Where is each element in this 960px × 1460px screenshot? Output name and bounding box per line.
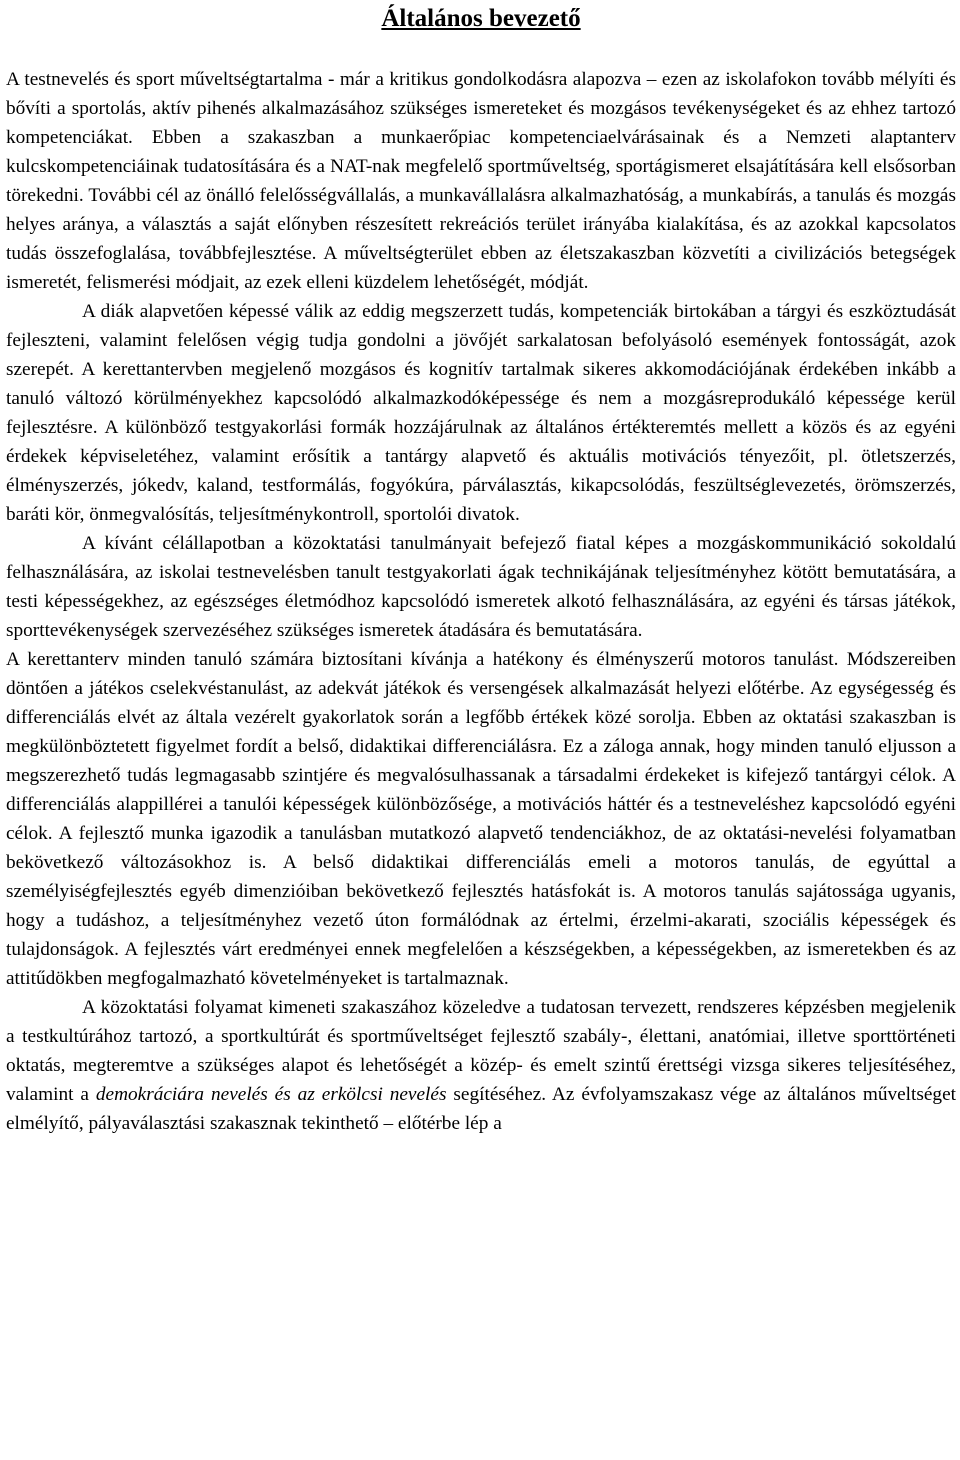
paragraph-text: A kerettanterv minden tanuló számára biztosítani kívánja a hatékony és élményszerű motoros tanulást. Módszereiben döntően a játékos cselekvéstanulást, az adekvát játékok és versengések alkalmazását helyezi előtérbe. Az egységesség és differenciálás elvét az általa vezérelt gyakorlatok során a legfőbb értékek közé sorolja. Ebben az oktatási szakaszban is megkülönböztetett figyelmet fordít a belső, didaktikai differenciálásra. Ez a záloga annak, hogy minden tanuló eljusson a megszerezhető tudás legmagasabb szintjére és megvalósulhassanak a társadalmi érdekeket is kifejező tantárgyi célok. A differenciálás alappillérei a tanulói képességek különbözősége, a motivációs háttér és a testneveléshez kapcsolódó egyéni célok. A fejlesztő munka igazodik a tanulásban mutatkozó alapvető tendenciákhoz, de az oktatási-nevelési folyamatban bekövetkező változásokhoz is. A belső didaktikai differenciálás emeli a motoros tanulás, de egyúttal a személyiségfejlesztés egyéb dimenzióiban bekövetkező fejlesztés hatásfokát is. A motoros tanulás sajátossága ugyanis, hogy a tudáshoz, a teljesítményhez vezető úton formálódnak az értelmi, érzelmi-akarati, szociális képességek és tulajdonságok. A fejlesztés várt eredményei ennek megfelelően a készségekben, a képességekben, az ismeretekben és az attitűdökben megfogalmazható követelményeket is tartalmaznak. (6, 649, 956, 989)
paragraph-text: A diák alapvetően képessé válik az eddig megszerzett tudás, kompetenciák birtokában a tárgyi és eszköztudását fejleszteni, valamint felelősen végig tudja gondolni a jövőjét sarkalatosan befolyásoló események fontosságát, azok szerepét. A kerettantervben megjelenő mozgásos és kognitív tartalmak sikeres akkomodációjának érdekében inkább a tanuló változó körülményekhez kapcsolódó alkalmazkodóképessége és nem a mozgásreprodukáló képessége kerül fejlesztésre. A különböző testgyakorlási formák hozzájárulnak az általános értékteremtés mellett a közös és az egyéni érdekek képviseletéhez, valamint erősítik a tantárgy alapvető és aktuális motivációs tényezőit, pl. ötletszerzés, élményszerzés, jókedv, kaland, testformálás, fogyókúra, párválasztás, kikapcsolódás, feszültséglevezetés, örömszerzés, baráti kör, önmegvalósítás, teljesítménykontroll, sportolói divatok. (6, 301, 956, 525)
paragraph (6, 529, 956, 645)
document-title: Általános bevezető (381, 5, 581, 32)
paragraph (6, 993, 956, 1138)
document-page (6, 0, 956, 1138)
paragraph (6, 65, 956, 297)
italic-text: demokráciára nevelés és az erkölcsi nevelés (95, 1084, 447, 1105)
paragraph (6, 297, 956, 529)
paragraph-text: A testnevelés és sport műveltségtartalma - már a kritikus gondolkodásra alapozva – ezen az iskolafokon tovább mélyíti és bővíti a sportolás, aktív pihenés alkalmazásához szükséges ismereteket és mozgásos tevékenységeket és az ehhez tartozó kompetenciákat. Ebben a szakaszban a munkaerőpiac kompetenciaelvárásainak és a Nemzeti alaptanterv kulcskompetenciáinak tudatosítására és a NAT-nak megfelelő sportműveltség, sportágismeret elsajátítására kell elsősorban törekedni. További cél az önálló felelősségvállalás, a munkavállalásra alkalmazhatóság, a munkabírás, a tanulás és mozgás helyes aránya, a választás a saját előnyben részesített rekreációs terület irányába kialakítása, és az azokkal kapcsolatos tudás összefoglalása, továbbfejlesztése. A műveltségterület ebben az életszakaszban közvetíti a civilizációs betegségek ismeretét, felismerési módjait, az ezek elleni küzdelem lehetőségét, módját. (6, 69, 956, 293)
paragraph (6, 645, 956, 993)
paragraph-text: A kívánt célállapotban a közoktatási tanulmányait befejező fiatal képes a mozgáskommunikáció sokoldalú felhasználására, az iskolai testnevelésben tanult testgyakorlati ágak technikájának teljesítményhez kötött bemutatására, a testi képességekhez, az egészséges életmódhoz kapcsolódó ismeretek alkotó felhasználására, az egyéni és társas játékok, sporttevékenységek szervezéséhez szükséges ismeretek átadására és bemutatására. (6, 533, 956, 641)
paragraph-text: A közoktatási folyamat kimeneti szakaszához közeledve a tudatosan tervezett, rendszeres képzésben megjelenik a testkultúrához tartozó, a sportkultúrát és sportműveltséget fejlesztő szabály-, élettani, anatómiai, illetve sporttörténeti oktatás, megteremtve a szükséges alapot és lehetőségét a közép- és emelt szintű érettségi vizsga sikeres teljesítéséhez, valamint a (6, 997, 956, 1105)
paragraph-text: segítéséhez. Az évfolyamszakasz vége az általános műveltséget elmélyítő, pályaválasztási szakasznak tekinthető – előtérbe lép a (6, 1084, 956, 1134)
document-body (6, 65, 956, 1138)
